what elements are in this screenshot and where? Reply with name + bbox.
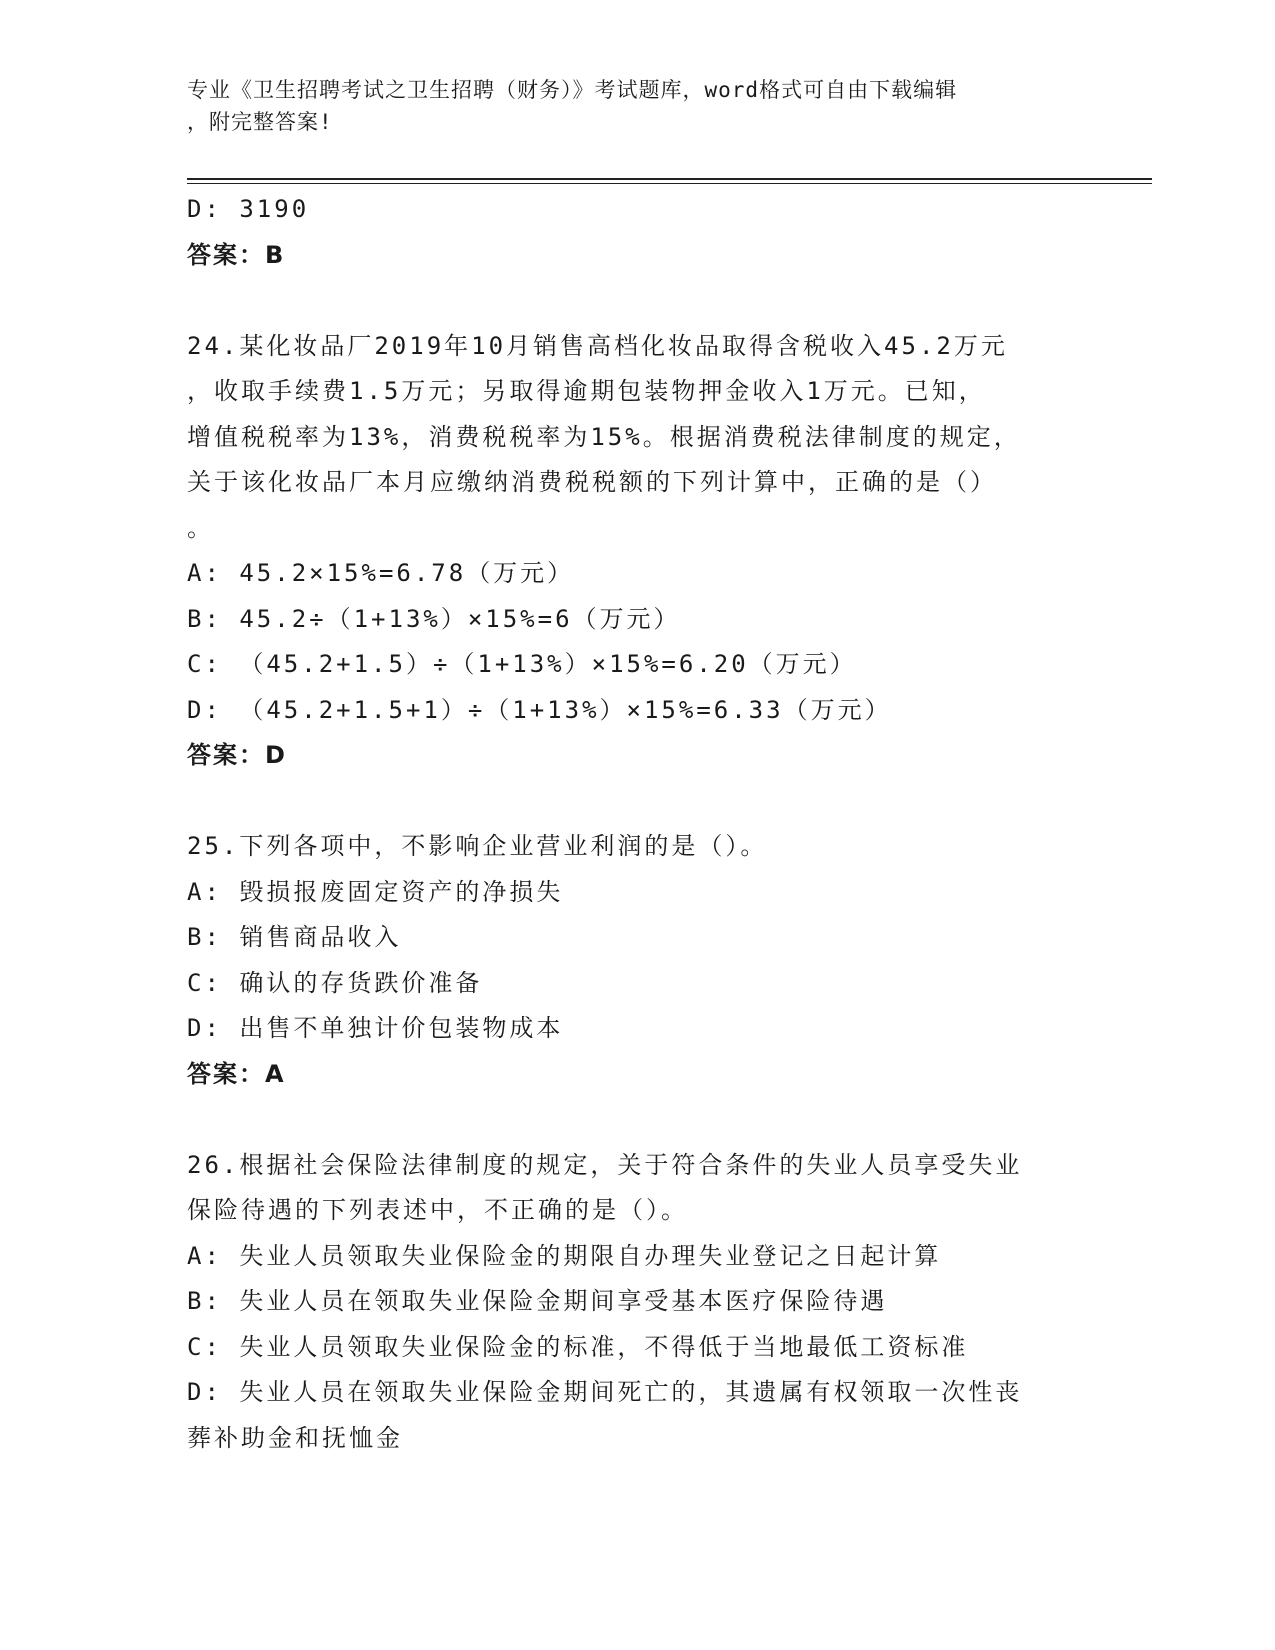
header-divider xyxy=(187,178,1152,180)
option-c: C: 失业人员领取失业保险金的标准，不得低于当地最低工资标准 xyxy=(187,1332,969,1361)
question-text: ，收取手续费1.5万元；另取得逾期包装物押金收入1万元。已知， xyxy=(187,377,986,405)
question-block xyxy=(187,324,1087,779)
option-d: D: 出售不单独计价包装物成本 xyxy=(187,1014,564,1042)
header-line: 专业《卫生招聘考试之卫生招聘（财务）》考试题库，word格式可自由下载编辑 xyxy=(187,78,958,102)
answer-line: 答案：A xyxy=(187,1059,286,1088)
answer-line: 答案：B xyxy=(187,240,286,269)
question-text: 关于该化妆品厂本月应缴纳消费税税额的下列计算中，正确的是（） xyxy=(187,468,997,496)
option-b: B: 销售商品收入 xyxy=(187,923,402,951)
option-d: D: 失业人员在领取失业保险金期间死亡的，其遗属有权领取一次性丧 xyxy=(187,1378,1023,1406)
header-line: ，附完整答案! xyxy=(187,110,333,134)
option-b: B: 45.2÷（1+13%）×15%=6（万元） xyxy=(187,604,681,633)
question-text: 24.某化妆品厂2019年10月销售高档化妆品取得含税收入45.2万元 xyxy=(187,331,1008,360)
spacer xyxy=(187,278,1087,324)
option-b: B: 失业人员在领取失业保险金期间享受基本医疗保险待遇 xyxy=(187,1287,888,1315)
option-d-continued: 葬补助金和抚恤金 xyxy=(187,1423,403,1452)
question-list xyxy=(187,187,1087,1461)
question-block xyxy=(187,1143,1087,1462)
question-text: 25.下列各项中，不影响企业营业利润的是（）。 xyxy=(187,832,768,860)
document-header xyxy=(187,74,1067,138)
header-divider-thin xyxy=(187,183,1152,184)
spacer xyxy=(187,1097,1087,1143)
option-a: A: 毁损报废固定资产的净损失 xyxy=(187,877,564,906)
option-d: D: （45.2+1.5+1）÷（1+13%）×15%=6.33（万元） xyxy=(187,695,892,724)
answer-line: 答案：D xyxy=(187,741,287,769)
question-block xyxy=(187,824,1087,1097)
option-c: C: 确认的存货跌价准备 xyxy=(187,968,483,997)
question-text: 增值税税率为13%，消费税税率为15%。根据消费税法律制度的规定， xyxy=(187,422,1021,451)
question-text: 保险待遇的下列表述中，不正确的是（）。 xyxy=(187,1196,688,1224)
option-a: A: 失业人员领取失业保险金的期限自办理失业登记之日起计算 xyxy=(187,1241,942,1270)
question-text: 26.根据社会保险法律制度的规定，关于符合条件的失业人员享受失业 xyxy=(187,1150,1023,1179)
option-d: D: 3190 xyxy=(187,195,310,223)
question-text: 。 xyxy=(187,513,214,542)
option-c: C: （45.2+1.5）÷（1+13%）×15%=6.20（万元） xyxy=(187,650,857,678)
spacer xyxy=(187,779,1087,825)
option-a: A: 45.2×15%=6.78（万元） xyxy=(187,559,575,587)
